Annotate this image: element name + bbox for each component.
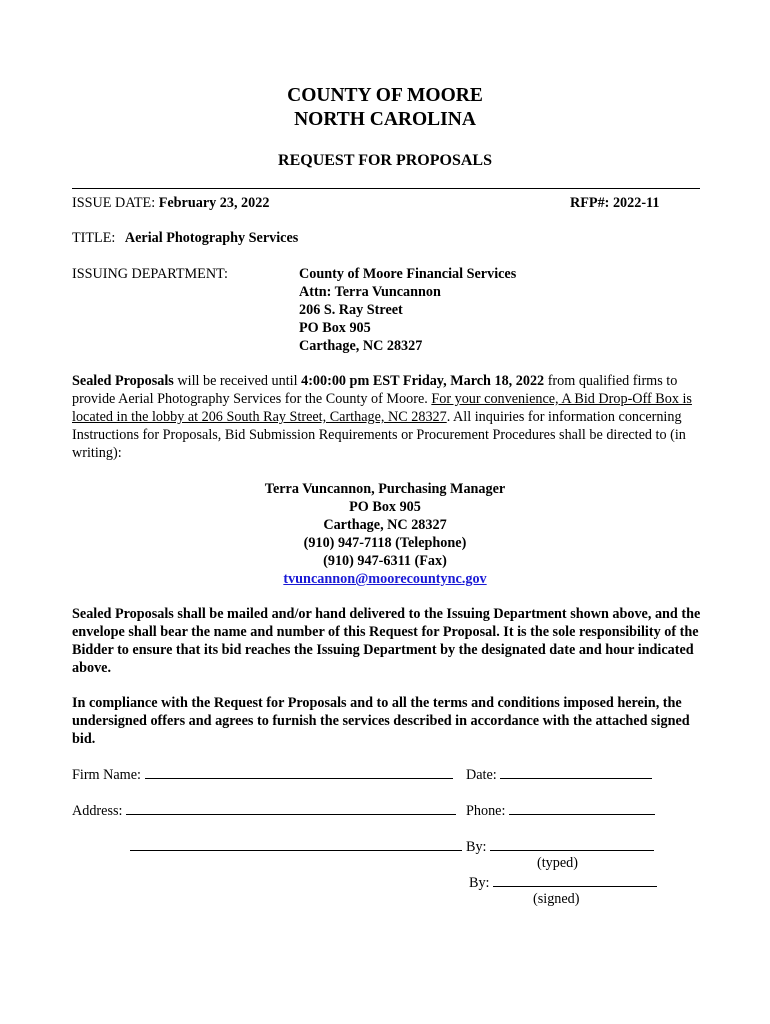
by-typed-label: By:	[466, 839, 487, 855]
phone-label: Phone:	[466, 803, 506, 819]
signature-name-field[interactable]	[130, 837, 462, 851]
department-line: PO Box 905	[299, 320, 371, 336]
rfp-label: RFP#:	[570, 195, 610, 211]
address-row	[72, 801, 456, 820]
document-type-heading: REQUEST FOR PROPOSALS	[278, 152, 492, 169]
contact-line: PO Box 905	[349, 499, 421, 515]
issue-date-row	[72, 194, 269, 212]
intro-text-3: . All inquiries for information concerning Instructions for Proposals, Bid Submission Requirements or Procurement Procedures shall be directed to (in writing):	[72, 409, 686, 461]
title-label: TITLE:	[72, 230, 116, 246]
phone-row	[466, 801, 655, 820]
date-label: Date:	[466, 767, 497, 783]
header-divider	[72, 188, 700, 189]
intro-drop-off-note: For your convenience, A Bid Drop-Off Box is located in the lobby at 206 South Ray Street, Carthage, NC 28327	[72, 391, 692, 425]
issue-date-value: February 23, 2022	[158, 195, 270, 211]
address-field[interactable]	[126, 801, 456, 815]
by-signed-label: By:	[469, 875, 490, 891]
state-heading: NORTH CAROLINA	[294, 109, 476, 130]
department-label: ISSUING DEPARTMENT:	[72, 266, 228, 282]
intro-paragraph	[72, 372, 702, 462]
intro-text-1: will be received until	[173, 373, 302, 389]
title-value: Aerial Photography Services	[124, 230, 299, 246]
date-row	[466, 765, 652, 784]
intro-text-2: from qualified firms to provide Aerial Photography Services for the County of Moore.	[72, 373, 678, 407]
department-line: Attn: Terra Vuncannon	[299, 284, 441, 300]
rfp-number-value: 2022-11	[612, 195, 660, 211]
contact-block	[0, 480, 770, 588]
signature-line-row	[130, 837, 462, 856]
typed-caption: (typed)	[537, 855, 578, 871]
date-field[interactable]	[500, 765, 652, 779]
contact-email-link[interactable]: tvuncannon@moorecountync.gov	[283, 571, 487, 587]
address-label: Address:	[72, 803, 123, 819]
firm-name-row	[72, 765, 453, 784]
department-address	[299, 265, 516, 355]
contact-line: Terra Vuncannon, Purchasing Manager	[264, 481, 506, 497]
department-line: Carthage, NC 28327	[299, 338, 423, 354]
county-heading: COUNTY OF MOORE	[287, 85, 483, 106]
intro-deadline: 4:00:00 pm EST Friday, March 18, 2022	[301, 373, 545, 389]
contact-line: (910) 947-6311 (Fax)	[323, 553, 447, 569]
contact-line: (910) 947-7118 (Telephone)	[303, 535, 467, 551]
department-line: County of Moore Financial Services	[299, 266, 517, 282]
rfp-number-row	[570, 194, 659, 212]
issue-date-label: ISSUE DATE:	[72, 195, 156, 211]
firm-name-field[interactable]	[145, 765, 453, 779]
intro-sealed-proposals: Sealed Proposals	[72, 373, 174, 389]
contact-line: Carthage, NC 28327	[323, 517, 447, 533]
phone-field[interactable]	[509, 801, 655, 815]
by-typed-field[interactable]	[490, 837, 654, 851]
delivery-paragraph: Sealed Proposals shall be mailed and/or hand delivered to the Issuing Department shown above, and the envelope shall bear the name and number of this Request for Proposal. It is the sole responsibility of the Bidder to ensure that its bid reaches the Issuing Department by the designated date and hour indicated above.	[72, 606, 701, 676]
signed-caption: (signed)	[533, 891, 580, 907]
title-row	[72, 229, 298, 247]
by-signed-field[interactable]	[493, 873, 657, 887]
compliance-paragraph: In compliance with the Request for Proposals and to all the terms and conditions imposed herein, the undersigned offers and agrees to furnish the services described in accordance with the attached signed bid.	[72, 695, 690, 747]
firm-name-label: Firm Name:	[72, 767, 141, 783]
department-line: 206 S. Ray Street	[299, 302, 403, 318]
